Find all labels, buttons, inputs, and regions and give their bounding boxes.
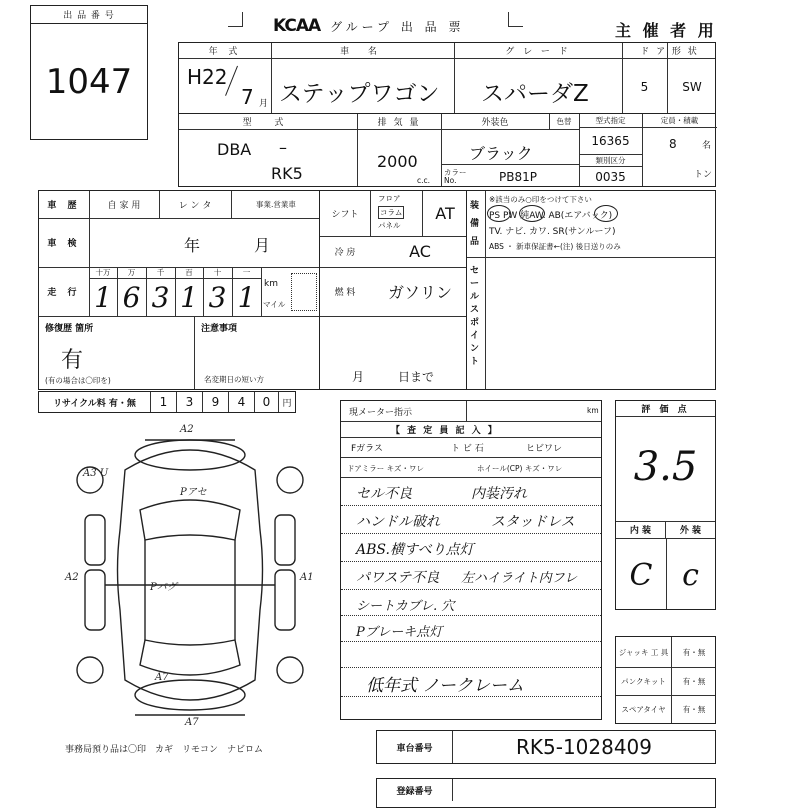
capacity-unit: 名 — [702, 141, 712, 151]
mirror-label: ドアミラー キズ・ワレ — [347, 464, 425, 473]
exterior-grade: c — [682, 557, 699, 593]
inspection-month: 月 — [254, 236, 271, 255]
rating-label: 評 価 点 — [616, 401, 715, 417]
interior-label: 内 装 — [616, 521, 666, 539]
grade-value: スパーダZ — [481, 81, 589, 107]
label-year: 年 式 — [208, 47, 242, 57]
mileage-digit: 1 — [180, 281, 198, 314]
puncture-yn: 有・無 — [682, 676, 706, 686]
mileage-place-100k: 十万 — [95, 268, 111, 277]
mileage-dotted-box — [291, 273, 317, 311]
label-grade: グ レ ー ド — [505, 47, 571, 57]
equipment-circle-ps — [487, 205, 511, 222]
diagram-mark-right: A1 — [300, 572, 314, 583]
year-era: H22 — [187, 65, 228, 89]
equipment-grid — [466, 190, 716, 390]
label-class: 類別区分 — [595, 155, 626, 165]
history-option-commercial: 事業.営業車 — [256, 200, 296, 209]
capacity-value: 8 — [669, 137, 677, 151]
mileage-place-10: 十 — [213, 268, 222, 277]
diagram-mark-hood: Pアセ — [180, 487, 207, 498]
color-no: PB81P — [499, 170, 537, 184]
history-option-rental: レ ン タ — [178, 201, 212, 211]
mileage-unit-mile: マイル — [263, 300, 286, 309]
recycle-digit: 3 — [177, 392, 203, 412]
spec-grid — [319, 190, 467, 390]
model-dash: – — [279, 138, 287, 157]
label-caution: 注意事項 — [201, 324, 238, 334]
car-windshield — [140, 500, 240, 540]
recycle-row — [38, 391, 296, 413]
label-car-name: 車 名 — [340, 47, 385, 57]
model-value: RK5 — [271, 164, 303, 183]
inspector-note: パワステ不良 — [356, 570, 440, 586]
diagram-mark-a7: A7 — [155, 672, 169, 683]
equipment-line-3: ABS ・ 新車保証書←(注) 後日送りのみ — [489, 242, 621, 251]
wheel-label: ホイール(CP) キズ・ワレ — [477, 464, 563, 473]
year-month: 7 — [241, 85, 254, 109]
shape-value: SW — [682, 79, 702, 94]
wheel-rear-left — [77, 657, 103, 683]
caution-deadline: 名変期日の短い方 — [204, 375, 264, 384]
inspector-note: ハンドル破れ — [356, 514, 440, 530]
equipment-note: ※該当のみ○印をつけて下さい — [489, 195, 592, 204]
label-doors-shape: ド ア 形 状 — [640, 47, 699, 57]
chassis-box — [376, 730, 716, 764]
vehicle-row-1 — [178, 42, 716, 114]
diagram-mark-rear: A7 — [185, 717, 199, 728]
equipment-line-2: TV. ナビ. カワ. SR(サンルーフ) — [489, 227, 616, 237]
corner-mark-left — [228, 12, 243, 27]
spare-label: スペアタイヤ — [621, 704, 666, 714]
aircon-value: AC — [409, 242, 431, 261]
label-fuel: 燃 料 — [334, 288, 356, 298]
displacement-value: 2000 — [377, 152, 418, 171]
corner-mark-right — [508, 12, 523, 27]
glass-options-crack: ヒビワレ — [526, 444, 563, 454]
class-value: 0035 — [595, 170, 626, 184]
type-spec-value: 16365 — [591, 134, 630, 148]
cc-unit: c.c. — [417, 176, 431, 185]
mileage-place-1k: 千 — [156, 268, 165, 277]
doors-value: 5 — [640, 79, 649, 94]
recycle-digit: 9 — [203, 392, 229, 412]
inspector-title: 【 査 定 員 記 入 】 — [391, 426, 499, 436]
label-model: 型 式 — [242, 118, 294, 128]
shift-option-floor: フロア — [378, 194, 401, 203]
history-grid — [38, 190, 320, 390]
chassis-value: RK5-1028409 — [515, 735, 653, 759]
shift-value: AT — [435, 204, 455, 223]
inspector-note: 左ハイライト内フレ — [461, 571, 578, 586]
color-no-label: カラー No. — [444, 168, 467, 185]
mileage-place-10k: 万 — [127, 268, 136, 277]
repair-value: 有 — [61, 348, 84, 373]
label-recycle: リサイクル料 有・無 — [39, 392, 151, 412]
kcaa-logo: KCAA — [273, 16, 321, 36]
label-repair: 修復歴 箇所 — [45, 324, 94, 334]
history-option-private: 自 家 用 — [107, 201, 141, 211]
meter-unit: km — [587, 406, 599, 415]
recycle-digit: 0 — [255, 392, 279, 412]
label-aircon: 冷 房 — [334, 248, 356, 258]
inspector-box — [340, 400, 602, 720]
wheel-front-right — [277, 467, 303, 493]
diagram-mark-left: A2 — [65, 572, 79, 583]
car-damage-diagram — [55, 420, 325, 730]
recycle-digit: 4 — [229, 392, 255, 412]
caution-day: 日まで — [398, 370, 435, 384]
month-suffix: 月 — [259, 99, 269, 109]
jack-yn: 有・無 — [682, 647, 706, 657]
label-color-replaced: 色替 — [556, 117, 572, 126]
vehicle-row-2 — [178, 113, 716, 187]
car-rear-window — [140, 640, 240, 675]
glass-label: Fガラス — [351, 444, 383, 454]
wheel-rear-right — [277, 657, 303, 683]
color-value: ブラック — [469, 144, 533, 163]
car-name: ステップワゴン — [279, 81, 440, 107]
caution-month: 月 — [352, 370, 365, 384]
diagram-mark-front-left: A3 U — [83, 468, 109, 479]
label-type-spec: 型式指定 — [595, 116, 626, 125]
lot-label: 出 品 番 号 — [31, 6, 147, 24]
lot-box — [30, 5, 148, 140]
rating-box — [615, 400, 716, 610]
label-history: 車 歴 — [47, 201, 81, 211]
puncture-label: パンクキット — [621, 676, 666, 686]
label-capacity: 定員・積載 — [660, 116, 699, 125]
interior-grade: C — [629, 557, 653, 593]
inspector-note: セル不良 — [356, 486, 412, 502]
equipment-circle-ab — [594, 205, 618, 222]
mileage-digit: 3 — [151, 281, 170, 314]
mileage-digit: 6 — [122, 281, 141, 314]
lot-number: 1047 — [45, 62, 133, 102]
inspector-note: 低年式 ノークレーム — [366, 676, 524, 696]
tools-box — [615, 636, 716, 724]
glass-options: ト ビ 石 — [451, 444, 484, 454]
diagram-mark-front: A2 — [180, 424, 194, 435]
inspector-note: ABS.横すべり点灯 — [356, 542, 474, 558]
form-title: グループ 出 品 票 — [330, 20, 465, 34]
chassis-label: 車台番号 — [377, 731, 453, 763]
spare-yn: 有・無 — [682, 704, 706, 714]
mileage-place-1: 一 — [242, 268, 251, 277]
inspector-note: Pブレーキ点灯 — [356, 625, 443, 640]
meter-cells — [466, 401, 587, 421]
inspector-note: シートカブレ. 穴 — [356, 599, 455, 614]
model-prefix: DBA — [217, 140, 252, 159]
mileage-digit: 1 — [94, 281, 112, 314]
recycle-unit: 円 — [282, 398, 292, 409]
inspector-note: スタッドレス — [491, 514, 575, 530]
load-unit: トン — [694, 170, 713, 180]
jack-label: ジャッキ 工 具 — [618, 647, 669, 657]
label-shift: シフト — [331, 210, 359, 220]
equipment-line-1: PS PW 純AW. AB(エアバック) — [489, 211, 613, 221]
diagram-mark-center: Pバグ — [150, 582, 177, 593]
mileage-digit: 3 — [208, 281, 227, 314]
label-equipment: 装 備 品 — [470, 201, 480, 247]
fuel-value: ガソリン — [387, 283, 452, 302]
label-mileage: 走 行 — [47, 288, 81, 298]
mileage-digits — [89, 267, 261, 316]
organizer-label: 主 催 者 用 — [615, 21, 717, 40]
registration-box — [376, 778, 716, 808]
label-inspection: 車 検 — [47, 239, 81, 249]
registration-label: 登録番号 — [377, 779, 453, 801]
recycle-digit: 1 — [151, 392, 177, 412]
rating-score: 3.5 — [633, 444, 698, 490]
mileage-unit-km: km — [264, 279, 278, 289]
exterior-label: 外 装 — [666, 521, 715, 539]
label-sales-point: セールスポイント — [470, 266, 480, 367]
label-color: 外装色 — [481, 118, 509, 128]
office-items: 事務局預り品は〇印 カギ リモコン ナビロム — [65, 745, 264, 755]
label-displacement: 排 気 量 — [377, 118, 421, 128]
mileage-place-100: 百 — [185, 268, 193, 277]
repair-note: (有の場合は〇印を) — [45, 376, 111, 385]
inspection-year: 年 — [184, 236, 201, 255]
shift-option-panel: パネル — [378, 221, 401, 230]
inspector-note: 内装汚れ — [471, 486, 527, 502]
equipment-circle-pw — [519, 205, 545, 222]
shift-option-column: コラム — [380, 208, 403, 217]
meter-label: 現メーター指示 — [349, 408, 413, 418]
mileage-digit: 1 — [237, 281, 256, 314]
